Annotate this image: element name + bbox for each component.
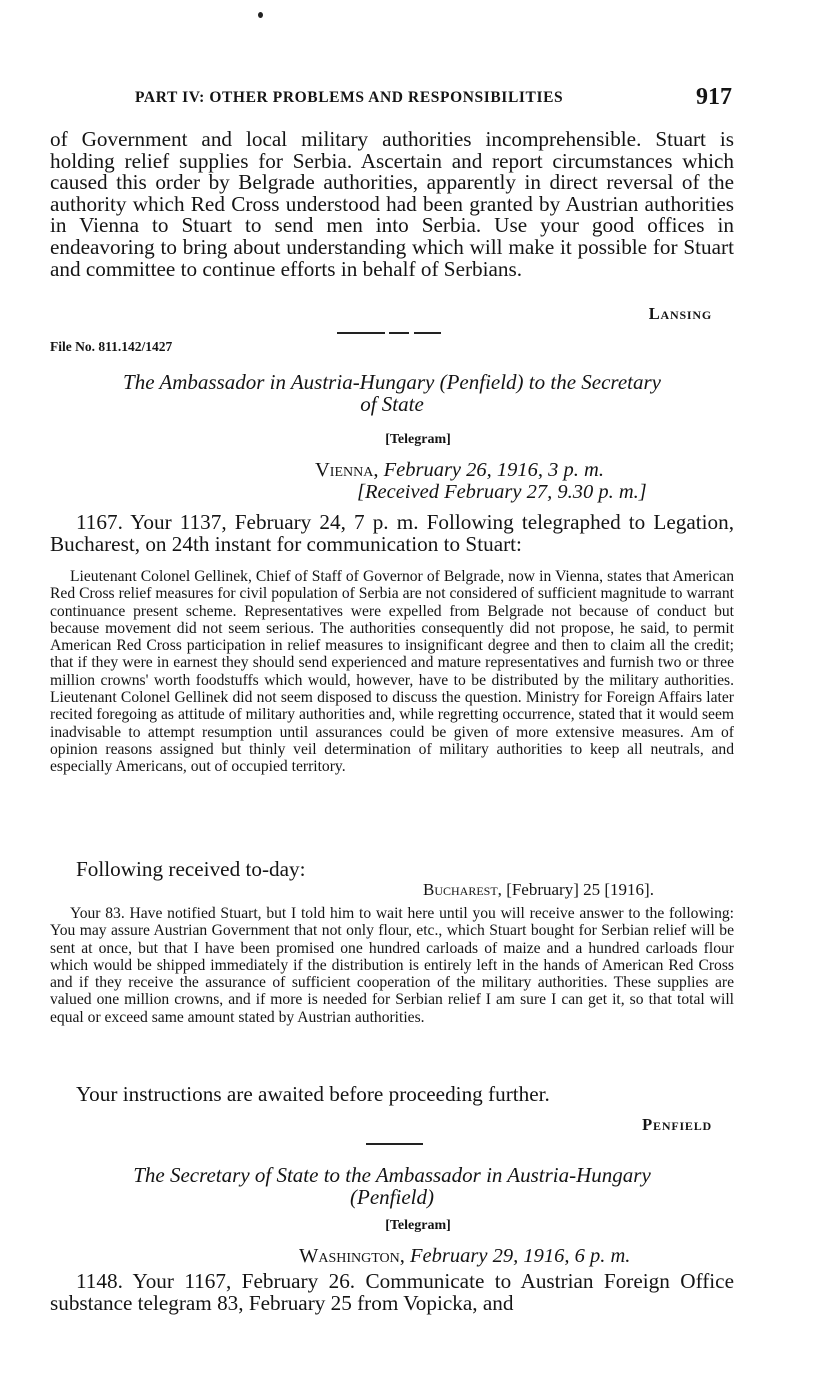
heading-line: The Secretary of State to the Ambassador in Austria-Hungary <box>133 1163 651 1187</box>
telegram-tag: [Telegram] <box>385 432 451 447</box>
quoted-telegram-2 <box>50 905 734 1026</box>
signature-penfield: Penfield <box>642 1115 712 1134</box>
intro-paragraph: 1167. Your 1137, February 24, 7 p. m. Following telegraphed to Legation, Bucharest, on 24th instant for communication to Stuart: <box>50 510 734 556</box>
quoted-telegram-1 <box>50 568 734 776</box>
document-heading <box>50 1164 734 1208</box>
heading-line: (Penfield) <box>350 1185 434 1209</box>
document-heading <box>50 371 734 415</box>
following-line <box>50 859 734 881</box>
dateline-place: Vienna, <box>315 459 379 481</box>
running-head-title: PART IV: OTHER PROBLEMS AND RESPONSIBILITIES <box>135 89 564 106</box>
dateline <box>315 459 604 482</box>
heading-line: The Ambassador in Austria-Hungary (Penfield) to the Secretary <box>123 370 661 394</box>
closing-line <box>50 1084 734 1106</box>
bucharest-place: Bucharest, <box>423 880 502 899</box>
closing-text: Your instructions are awaited before proceeding further. <box>76 1082 550 1106</box>
continued-paragraph: of Government and local military authorities incomprehensible. Stuart is holding relief supplies for Serbia. Ascertain and report circumstances which caused this order by Belgrade authorities, apparently in direct reversal of the authority which Red Cross understood had been granted by Austrian authorities in Vienna to Stuart to send men into Serbia. Use your good offices in endeavoring to bring about understanding which will make it possible for Stuart and committee to continue efforts in behalf of Serbians. <box>50 127 734 281</box>
heading-line: of State <box>360 392 424 416</box>
quoted-paragraph: Lieutenant Colonel Gellinek, Chief of Staff of Governor of Belgrade, now in Vienna, states that American Red Cross relief measures for civil population of Serbia are not considered of sufficient magnitude to warrant continuance present scheme. Representatives were expelled from Belgrade not because of conduct but because movement did not seem serious. The authorities consequently did not propose, he said, to permit American Red Cross participation in relief measures to insignificant degree and then to claim all the credit; that if they were in earnest they should send experienced and mature representatives and furnish two or three million crowns' worth foodstuffs which would, however, have to be distributed by the military authorities. Lieutenant Colonel Gellinek did not seem disposed to discuss the question. Ministry for Foreign Affairs later recited foregoing as attitude of military authorities and, while regretting occurrence, stated that it would seem inadvisable to attempt resumption until assurances could be given of more extensive measures. Am of opinion reasons assigned but thinly veil determination of military authorities to keep all neutrals, and especially Americans, out of occupied territory. <box>50 568 734 776</box>
telegram-intro <box>50 512 734 555</box>
telegram-intro <box>50 1271 734 1314</box>
dateline-place: Washington, <box>299 1245 405 1267</box>
section-rule-part <box>389 332 409 334</box>
ink-dot <box>258 12 263 18</box>
dateline-date: February 26, 1916, 3 p. m. <box>383 459 604 481</box>
signature-lansing: Lansing <box>648 304 712 323</box>
dateline-date: February 29, 1916, 6 p. m. <box>410 1245 631 1267</box>
following-text: Following received to-day: <box>76 857 306 881</box>
intro-paragraph: 1148. Your 1167, February 26. Communicate to Austrian Foreign Office substance telegram 83, February 25 from Vopicka, and <box>50 1269 734 1315</box>
bucharest-dateline <box>423 880 654 900</box>
received-line: [Received February 27, 9.30 p. m.] <box>357 481 647 503</box>
quoted-paragraph: Your 83. Have notified Stuart, but I told him to wait here until you will receive answer to the following: You may assure Austrian Government that not only flour, etc., which Stuart bought for Serbian relief will be sent at once, but that I have been promised one hundred carloads of maize and a hundred carloads flour which would be shipped immediately if the distribution is entirely left in the hands of American Red Cross and if they receive the assurance of sufficient cooperation of the military authorities. These supplies are valued one million crowns, and if more is needed for Serbian relief I am sure I can get it, so that total will equal or exceed same amount stated by Austrian authorities. <box>50 905 734 1026</box>
continued-telegram <box>50 129 734 280</box>
telegram-tag: [Telegram] <box>385 1218 451 1233</box>
file-number: File No. 811.142/1427 <box>50 339 173 354</box>
section-rule-part <box>414 332 441 334</box>
page-number: 917 <box>696 84 732 110</box>
section-rule-part <box>337 332 385 334</box>
running-header <box>135 84 732 114</box>
section-rule <box>366 1143 423 1145</box>
bucharest-date: [February] 25 [1916]. <box>506 880 654 899</box>
dateline <box>299 1245 630 1268</box>
